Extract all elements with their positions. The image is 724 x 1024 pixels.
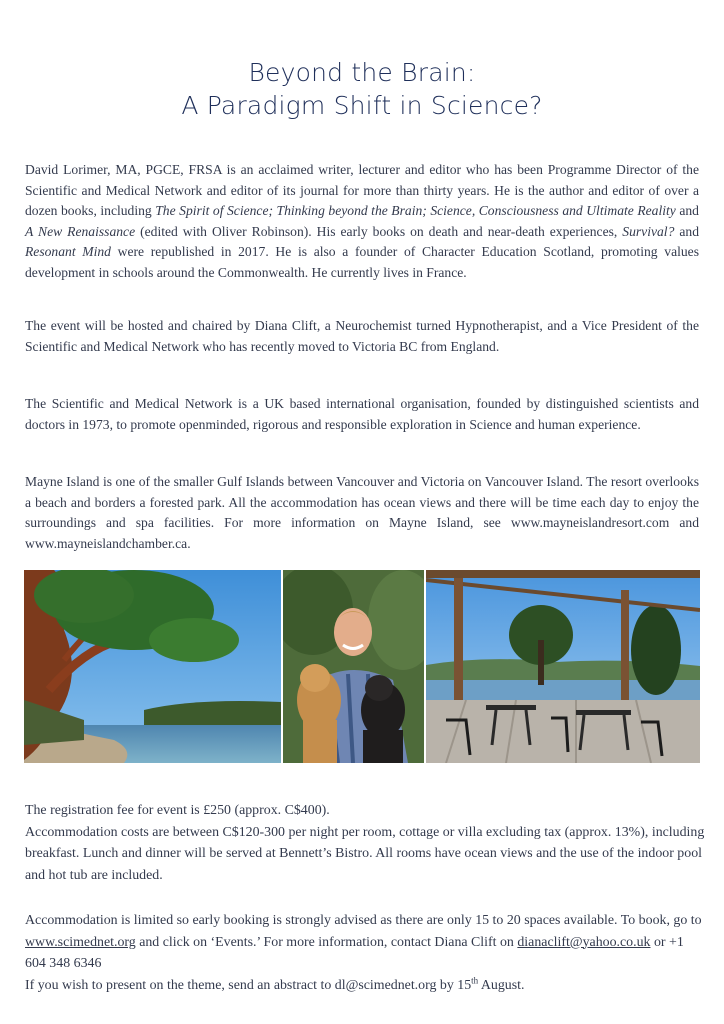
- booking-text: and click on ‘Events.’ For more information, contact Diana Clift on: [135, 934, 518, 950]
- photo-strip: [24, 570, 700, 763]
- page-title: [0, 56, 724, 122]
- deadline-month: August.: [478, 978, 525, 993]
- host-paragraph: The event will be hosted and chaired by Diana Clift, a Neurochemist turned Hypnotherapist, and a Vice President of the Scientific and Medical Network who has recently moved to Victoria BC from England.: [25, 318, 699, 354]
- man-with-dogs-photo: [283, 570, 424, 763]
- abstract-text: If you wish to present on the theme, send an abstract to: [25, 978, 335, 993]
- registration-fee-text: The registration fee for event is £250 (approx. C$400).: [25, 803, 330, 818]
- book-titles-1: The Spirit of Science; Thinking beyond the Brain; Science, Consciousness and Ultimate Reality: [155, 203, 676, 218]
- mayne-text: .: [187, 535, 191, 551]
- scimednet-link[interactable]: www.scimednet.org: [25, 934, 136, 950]
- speaker-bio-paragraph: [25, 160, 699, 283]
- abstract-email[interactable]: dl@scimednet.org: [334, 978, 437, 993]
- contact-email-link[interactable]: dianaclift@yahoo.co.uk: [517, 934, 651, 950]
- book-title-renaissance: A New Renaissance: [25, 223, 136, 239]
- beach-arbutus-photo: [24, 570, 281, 763]
- chamber-link[interactable]: www.mayneislandchamber.ca: [25, 535, 188, 551]
- bio-text: and: [674, 223, 699, 239]
- mayne-text: and: [669, 515, 699, 530]
- abstract-paragraph: [25, 975, 705, 997]
- book-title-survival: Survival?: [622, 223, 675, 239]
- title-line-1: Beyond the Brain:: [248, 58, 476, 87]
- bio-text: (edited with Oliver Robinson). His early books on death and near-death experiences,: [135, 223, 623, 239]
- fees-section: [25, 800, 705, 886]
- ordinal-suffix: th: [471, 975, 479, 986]
- bio-text: were republished in 2017. He is also a founder of Character Education Scotland, promoting values development in schools around the Commonwealth. He currently lives in France.: [25, 244, 699, 280]
- deadline-text: by 15: [436, 978, 472, 993]
- network-paragraph: The Scientific and Medical Network is a UK based international organisation, founded by distinguished scientists and doctors in 1973, to promote openminded, rigorous and responsible exploration in Science and human experience.: [25, 396, 699, 432]
- booking-paragraph: [25, 910, 705, 975]
- accommodation-cost-text: Accommodation costs are between C$120-300 per night per room, cottage or villa excluding tax (approx. 13%), including breakfast. Lunch and dinner will be served at Bennett’s Bistro. All rooms have ocean views and the use of the indoor pool and hot tub are included.: [25, 824, 705, 883]
- book-title-resonant-mind: Resonant Mind: [25, 244, 111, 259]
- phone-text: or +1 604 348 6346: [25, 934, 684, 971]
- mayne-text: Mayne Island is one of the smaller Gulf Islands between Vancouver and Victoria on Vancouver Island. The resort overlooks a beach and borders a forested park. All the accommodation has ocean views and there will be time each day to enjoy the surroundings and spa facilities. For more information on Mayne Island, see: [25, 474, 699, 530]
- title-line-2: A Paradigm Shift in Science?: [181, 91, 543, 120]
- mayne-island-paragraph: [25, 472, 699, 554]
- booking-text: Accommodation is limited so early booking is strongly advised as there are only 15 to 20 spaces available. To book, go to: [25, 913, 702, 928]
- bio-text: and: [675, 203, 699, 218]
- patio-ocean-view-photo: [426, 570, 700, 763]
- bio-text: David Lorimer, MA, PGCE, FRSA is an acclaimed writer, lecturer and editor who has been Programme Director of the Scientific and Medical Network and editor of its journal for more than thirty years. He is the author and editor of over a dozen books, including: [25, 162, 699, 218]
- resort-link[interactable]: www.mayneislandresort.com: [510, 515, 670, 530]
